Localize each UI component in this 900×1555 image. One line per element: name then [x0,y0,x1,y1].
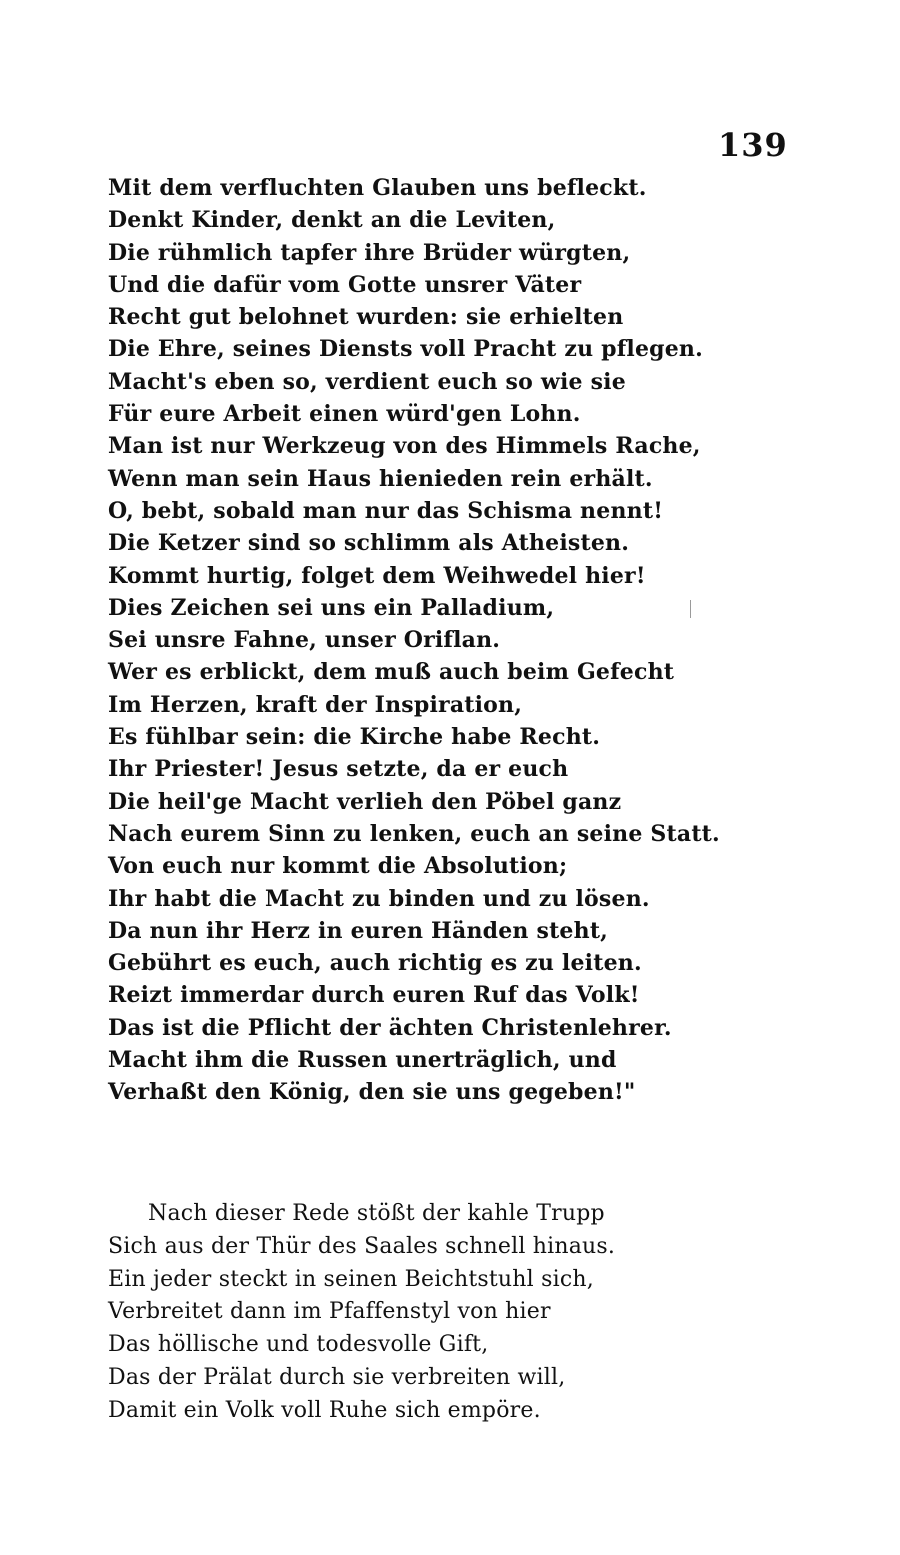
verse-line: Macht's eben so, verdient euch so wie sie [108,368,626,395]
verse-line: Es fühlbar sein: die Kirche habe Recht. [108,724,601,751]
poem-stanza-1 [108,172,720,1109]
verse-line: Sei unsre Fahne, unser Oriflan. [108,627,501,654]
verse-line: Die Ehre, seines Diensts voll Pracht zu pflegen. [108,336,703,363]
verse-line: Die heil'ge Macht verlieh den Pöbel ganz [108,788,622,815]
verse-line: Sich aus der Thür des Saales schnell hinaus. [108,1233,616,1259]
verse-line: Reizt immerdar durch euren Ruf das Volk! [108,982,640,1009]
verse-line: Wer es erblickt, dem muß auch beim Gefecht [108,659,675,686]
verse-line: Wenn man sein Haus hienieden rein erhält. [108,465,653,492]
verse-line: Die rühmlich tapfer ihre Brüder würgten, [108,239,631,266]
verse-line: Das höllische und todesvolle Gift, [108,1332,489,1358]
page-number: 139 [718,126,788,164]
verse-line: Ihr habt die Macht zu binden und zu lösen. [108,885,650,912]
verse-line: Im Herzen, kraft der Inspiration, [108,691,523,718]
verse-line: Verbreitet dann im Pfaffenstyl von hier [108,1299,551,1325]
verse-line: Das ist die Pflicht der ächten Christenlehrer. [108,1014,672,1041]
verse-line: Damit ein Volk voll Ruhe sich empöre. [108,1397,541,1423]
verse-line: Macht ihm die Russen unerträglich, und [108,1047,617,1074]
verse-line: Mit dem verfluchten Glauben uns befleckt. [108,175,647,201]
verse-line: Von euch nur kommt die Absolution; [108,853,568,880]
verse-line: Da nun ihr Herz in euren Händen steht, [108,917,609,944]
verse-line: Man ist nur Werkzeug von des Himmels Rache, [108,433,701,460]
verse-line: Ihr Priester! Jesus setzte, da er euch [108,756,569,783]
verse-line: Verhaßt den König, den sie uns gegeben!" [108,1079,636,1106]
verse-line: Nach dieser Rede stößt der kahle Trupp [148,1201,605,1226]
verse-line: Recht gut belohnet wurden: sie erhielten [108,304,624,331]
verse-line: Kommt hurtig, folget dem Weihwedel hier! [108,562,646,589]
verse-line: Die Ketzer sind so schlimm als Atheisten. [108,530,630,557]
verse-line: Nach eurem Sinn zu lenken, euch an seine Statt. [108,820,720,847]
poem-stanza-2 [108,1198,615,1428]
verse-line: Für eure Arbeit einen würd'gen Lohn. [108,401,581,428]
verse-line: Gebührt es euch, auch richtig es zu leiten. [108,950,642,977]
verse-line: Denkt Kinder, denkt an die Leviten, [108,207,556,234]
verse-line: Das der Prälat durch sie verbreiten will, [108,1364,566,1390]
verse-line: Und die dafür vom Gotte unsrer Väter [108,271,582,298]
verse-line: O, bebt, sobald man nur das Schisma nennt! [108,497,664,524]
verse-line: Ein jeder steckt in seinen Beichtstuhl sich, [108,1266,594,1292]
verse-line: Dies Zeichen sei uns ein Palladium, [108,594,555,621]
